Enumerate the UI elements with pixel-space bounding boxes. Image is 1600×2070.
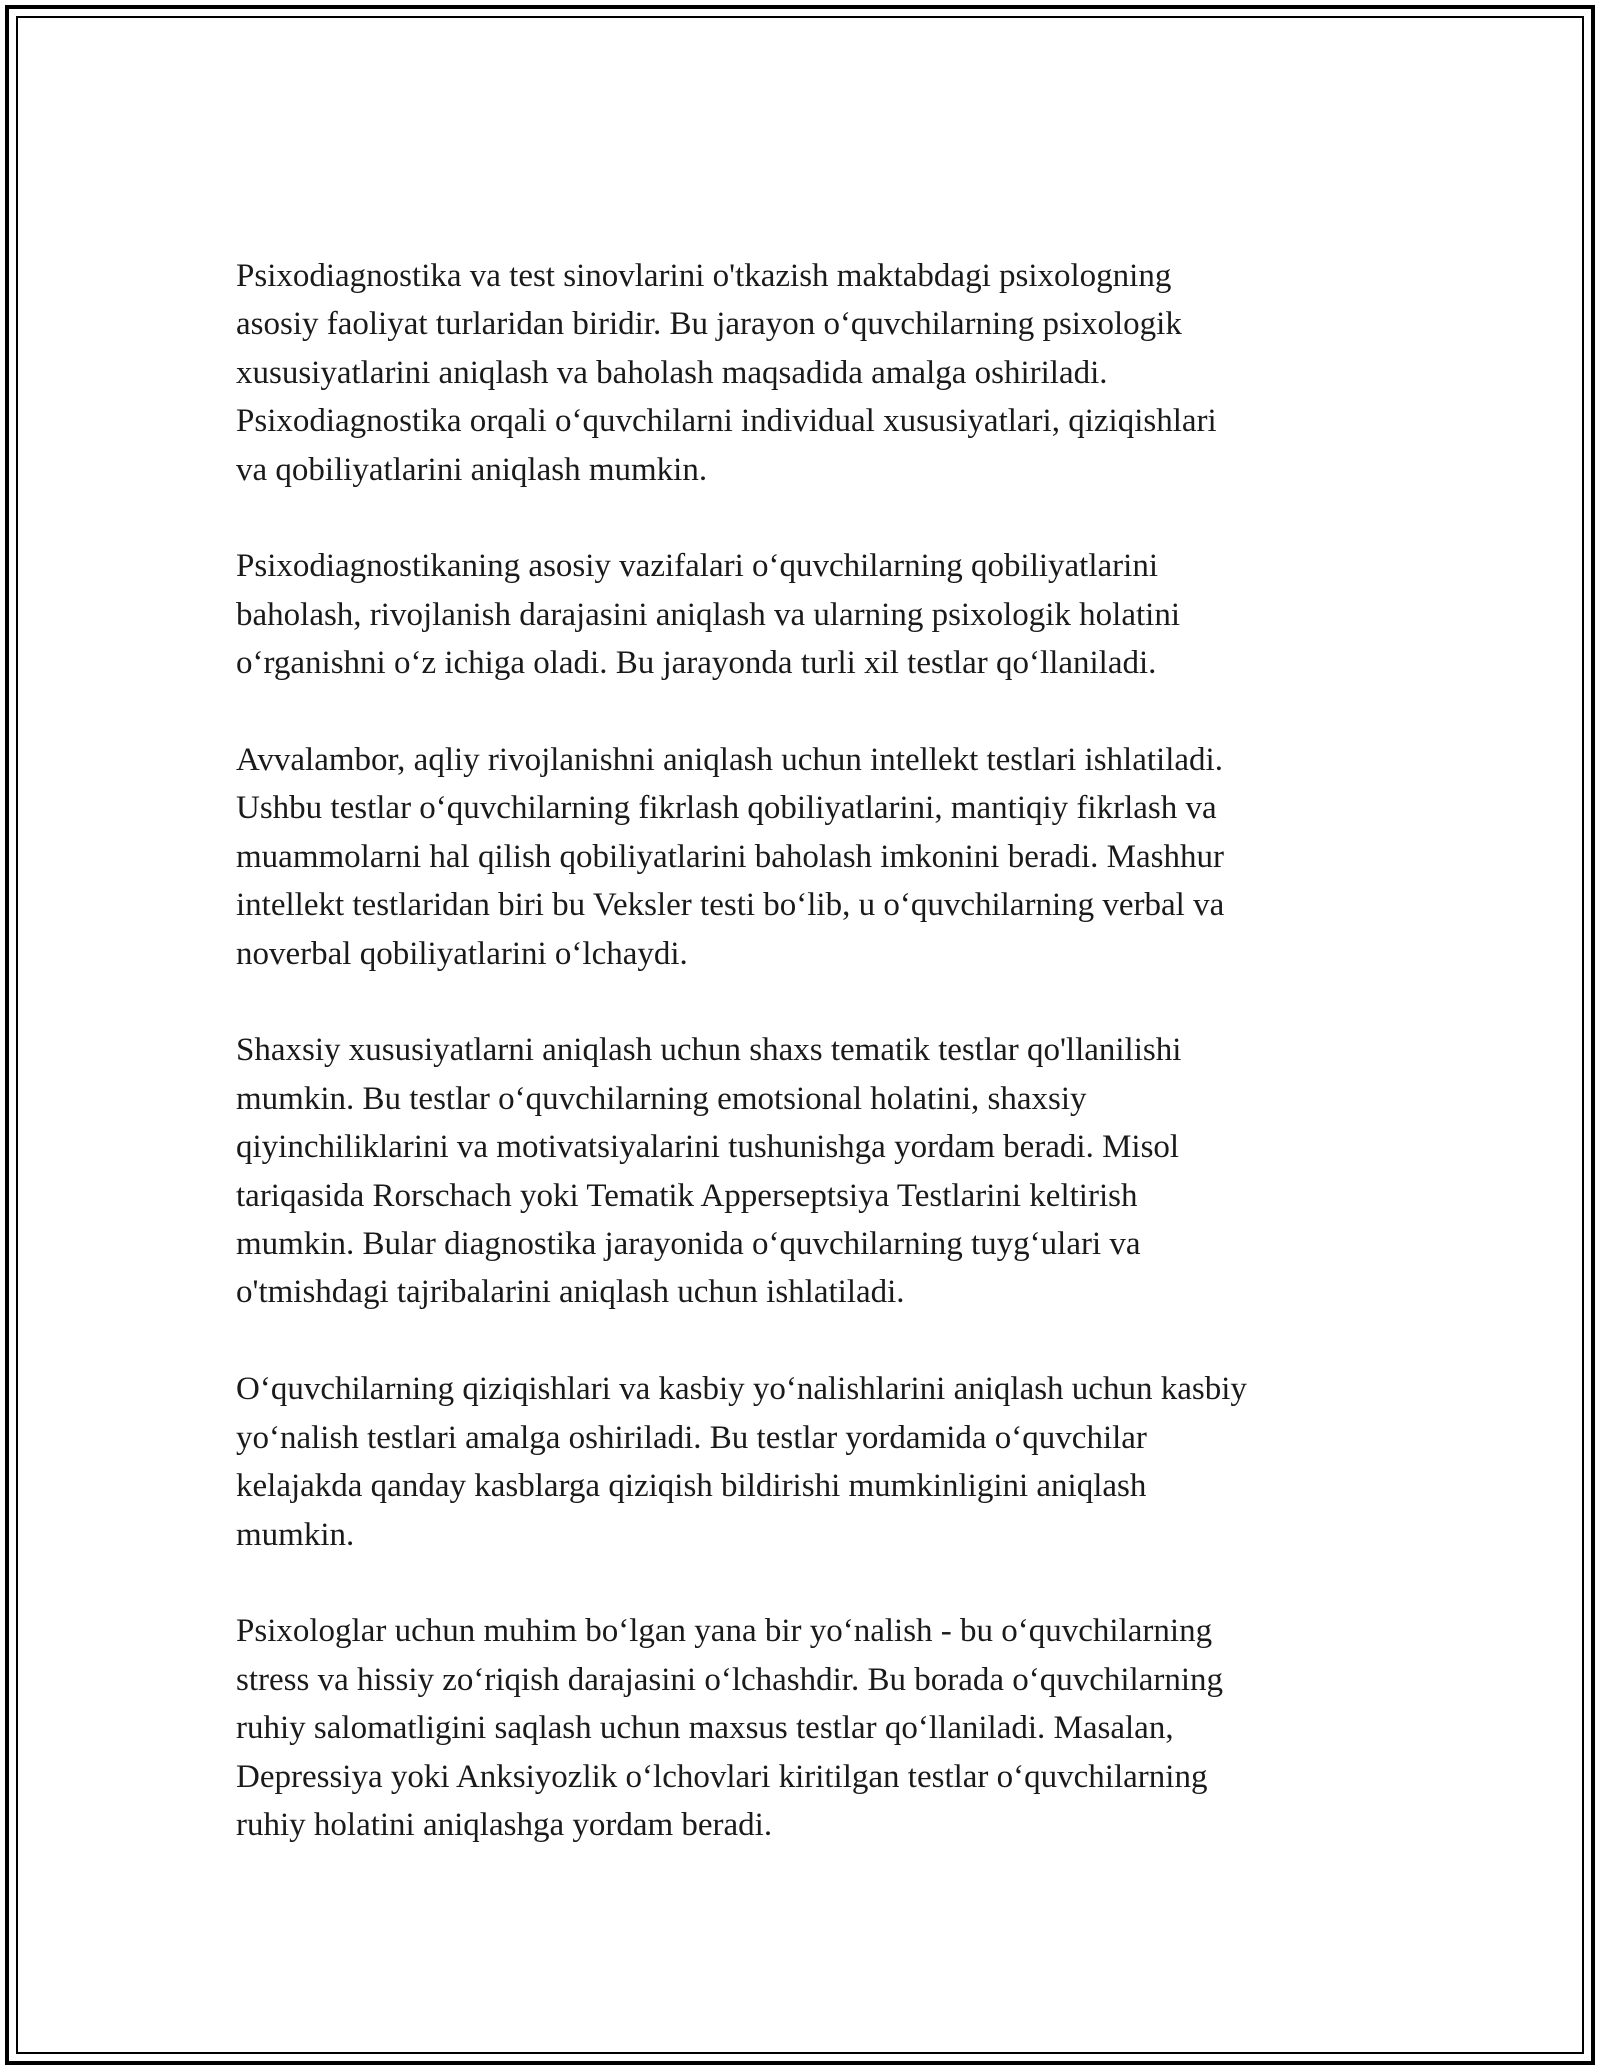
paragraph-line: o‘rganishni o‘z ichiga oladi. Bu jarayonda turli xil testlar qo‘llaniladi. bbox=[236, 645, 1157, 682]
paragraph bbox=[236, 252, 1386, 494]
paragraph-line: yo‘nalish testlari amalga oshiriladi. Bu testlar yordamida o‘quvchilar bbox=[236, 1419, 1147, 1456]
paragraph-line: Psixologlar uchun muhim bo‘lgan yana bir yo‘nalish - bu o‘quvchilarning bbox=[236, 1613, 1213, 1650]
paragraph-line: Psixodiagnostika va test sinovlarini o'tkazish maktabdagi psixologning bbox=[236, 258, 1172, 294]
paragraph-line: Ushbu testlar o‘quvchilarning fikrlash qobiliyatlarini, mantiqiy fikrlash va bbox=[236, 790, 1217, 827]
paragraph-line: kelajakda qanday kasblarga qiziqish bildirishi mumkinligini aniqlash bbox=[236, 1468, 1147, 1505]
paragraph-line: Psixodiagnostikaning asosiy vazifalari o‘quvchilarning qobiliyatlarini bbox=[236, 548, 1158, 585]
paragraph-line: Shaxsiy xususiyatlarni aniqlash uchun shaxs tematik testlar qo'llanilishi bbox=[236, 1032, 1182, 1069]
paragraph-line: O‘quvchilarning qiziqishlari va kasbiy yo‘nalishlarini aniqlash uchun kasbiy bbox=[236, 1371, 1247, 1408]
paragraph bbox=[236, 736, 1386, 978]
paragraph-line: xususiyatlarini aniqlash va baholash maqsadida amalga oshiriladi. bbox=[236, 354, 1108, 391]
paragraph-line: noverbal qobiliyatlarini o‘lchaydi. bbox=[236, 935, 688, 972]
paragraph-line: stress va hissiy zo‘riqish darajasini o‘lchashdir. Bu borada o‘quvchilarning bbox=[236, 1661, 1224, 1698]
paragraph-line: intellekt testlaridan biri bu Veksler testi bo‘lib, u o‘quvchilarning verbal va bbox=[236, 887, 1225, 924]
paragraph-line: muammolarni hal qilish qobiliyatlarini baholash imkonini beradi. Mashhur bbox=[236, 838, 1225, 875]
paragraph-line: asosiy faoliyat turlaridan biridir. Bu jarayon o‘quvchilarning psixologik bbox=[236, 306, 1182, 343]
paragraph-line: mumkin. bbox=[236, 1516, 355, 1553]
paragraph-line: Psixodiagnostika orqali o‘quvchilarni individual xususiyatlari, qiziqishlari bbox=[236, 403, 1217, 440]
paragraph-line: baholash, rivojlanish darajasini aniqlash va ularning psixologik holatini bbox=[236, 596, 1180, 633]
paragraph-line: tariqasida Rorschach yoki Tematik Apperseptsiya Testlarini keltirish bbox=[236, 1177, 1138, 1214]
paragraph bbox=[236, 1607, 1386, 1849]
paragraph-line: mumkin. Bu testlar o‘quvchilarning emotsional holatini, shaxsiy bbox=[236, 1080, 1087, 1117]
paragraph-line: Depressiya yoki Anksiyozlik o‘lchovlari kiritilgan testlar o‘quvchilarning bbox=[236, 1758, 1208, 1795]
paragraph bbox=[236, 1026, 1386, 1316]
paragraph-line: qiyinchiliklarini va motivatsiyalarini tushunishga yordam beradi. Misol bbox=[236, 1129, 1180, 1166]
paragraph-line: va qobiliyatlarini aniqlash mumkin. bbox=[236, 451, 708, 488]
paragraph-line: ruhiy holatini aniqlashga yordam beradi. bbox=[236, 1806, 773, 1843]
paragraph-line: Avvalambor, aqliy rivojlanishni aniqlash uchun intellekt testlari ishlatiladi. bbox=[236, 742, 1223, 779]
paragraph bbox=[236, 542, 1386, 687]
document-body bbox=[236, 252, 1386, 1898]
paragraph-line: ruhiy salomatligini saqlash uchun maxsus testlar qo‘llaniladi. Masalan, bbox=[236, 1710, 1174, 1747]
paragraph-line: mumkin. Bular diagnostika jarayonida o‘quvchilarning tuyg‘ulari va bbox=[236, 1226, 1141, 1263]
paragraph bbox=[236, 1365, 1386, 1559]
paragraph-line: o'tmishdagi tajribalarini aniqlash uchun ishlatiladi. bbox=[236, 1274, 905, 1311]
